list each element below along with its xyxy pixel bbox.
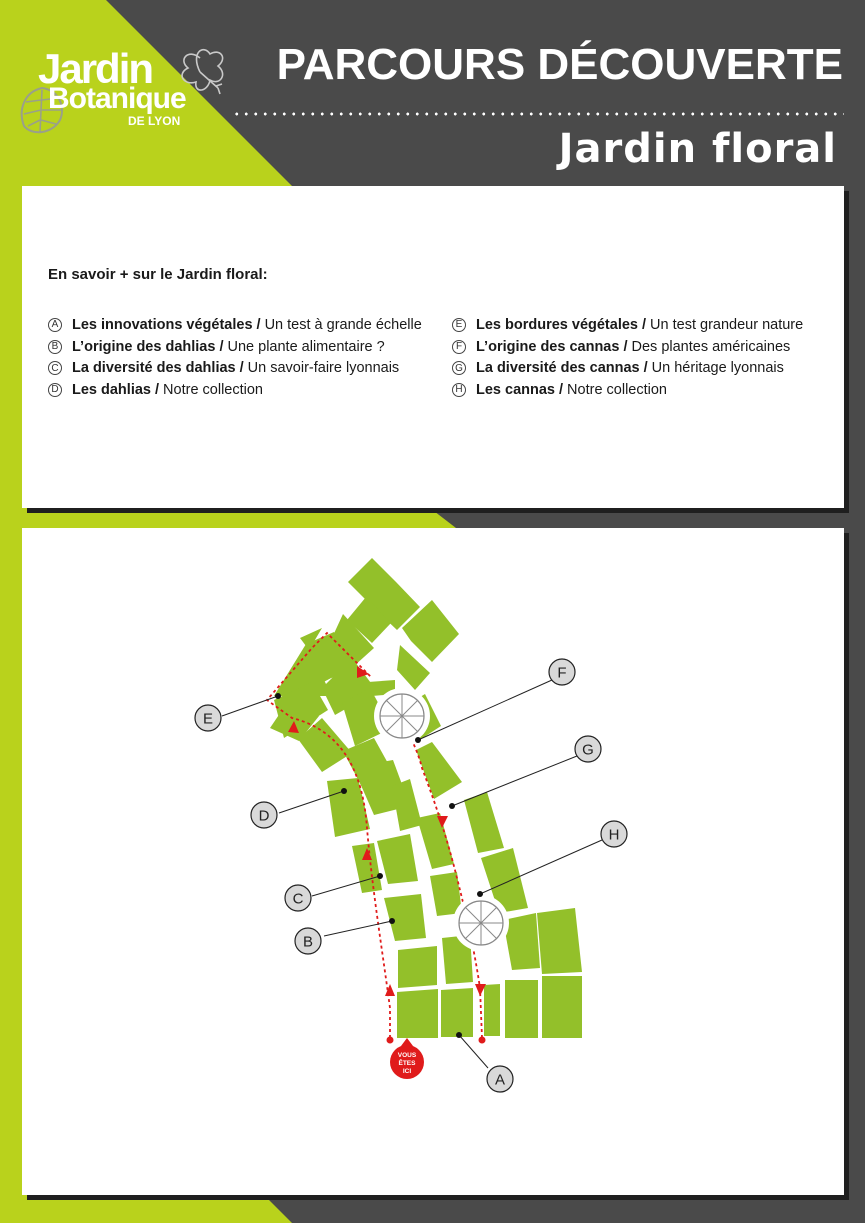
legend-description: Notre collection — [567, 381, 667, 398]
you-are-here-marker — [387, 1037, 486, 1080]
legend-topic: L’origine des dahlias / — [72, 338, 224, 355]
legend-topic: Les innovations végétales / — [72, 316, 261, 333]
legend-item-h — [452, 379, 803, 401]
logo-jardin: Jardin — [38, 45, 153, 92]
legend-topic: La diversité des dahlias / — [72, 360, 244, 377]
legend-description: Un savoir-faire lyonnais — [247, 360, 400, 377]
legend-right-list — [452, 314, 803, 401]
legend-item-f — [452, 336, 803, 358]
marker-c-label: C — [292, 890, 304, 908]
legend-topic: La diversité des cannas / — [476, 360, 648, 377]
legend-topic: Les bordures végétales / — [476, 316, 647, 333]
legend-description: Un test grandeur nature — [650, 316, 804, 333]
legend-item-d — [48, 379, 422, 401]
info-panel — [22, 186, 844, 508]
legend-description: Un test à grande échelle — [264, 316, 422, 333]
logo-botanique: Botanique — [48, 82, 186, 115]
legend-item-a — [48, 314, 422, 336]
flower-beds — [270, 558, 582, 1038]
legend-item-b — [48, 336, 422, 358]
legend-item-g — [452, 357, 803, 379]
page-subtitle: Jardin floral — [558, 126, 837, 172]
you-are-here-line-2: ÊTES — [398, 1060, 416, 1067]
garden-map — [22, 528, 844, 1195]
legend-badge: E — [452, 318, 466, 332]
legend-item-c — [48, 357, 422, 379]
legend-topic: Les cannas / — [476, 381, 564, 398]
legend-badge: G — [452, 361, 466, 375]
page-title: PARCOURS DÉCOUVERTE — [276, 40, 843, 89]
legend-left-list — [48, 314, 422, 401]
map-panel — [22, 528, 844, 1195]
marker-h-label: H — [608, 826, 620, 844]
roundabout-north — [374, 688, 430, 744]
legend-description: Des plantes américaines — [631, 338, 791, 355]
marker-b-label: B — [302, 933, 314, 951]
jardin-botanique-logo — [20, 45, 220, 148]
marker-g-label: G — [582, 741, 594, 759]
dotted-divider — [232, 112, 844, 116]
marker-a-label: A — [494, 1071, 506, 1089]
legend-badge: D — [48, 383, 62, 397]
logo-de-lyon: DE LYON — [128, 114, 181, 128]
legend-badge: F — [452, 340, 466, 354]
legend-badge: A — [48, 318, 62, 332]
you-are-here-line-1: VOUS — [397, 1052, 417, 1059]
legend-badge: B — [48, 340, 62, 354]
marker-e-label: E — [202, 710, 214, 728]
legend-item-e — [452, 314, 803, 336]
marker-d-label: D — [258, 807, 270, 825]
legend-description: Une plante alimentaire ? — [227, 338, 385, 355]
legend-description: Un héritage lyonnais — [651, 360, 784, 377]
you-are-here-line-3: ICI — [402, 1068, 412, 1075]
legend-description: Notre collection — [163, 381, 263, 398]
legend-badge: H — [452, 383, 466, 397]
legend-badge: C — [48, 361, 62, 375]
roundabout-south — [453, 895, 509, 951]
info-title: En savoir + sur le Jardin floral: — [48, 266, 268, 283]
legend-topic: L’origine des cannas / — [476, 338, 628, 355]
marker-f-label: F — [557, 664, 567, 682]
legend-topic: Les dahlias / — [72, 381, 160, 398]
